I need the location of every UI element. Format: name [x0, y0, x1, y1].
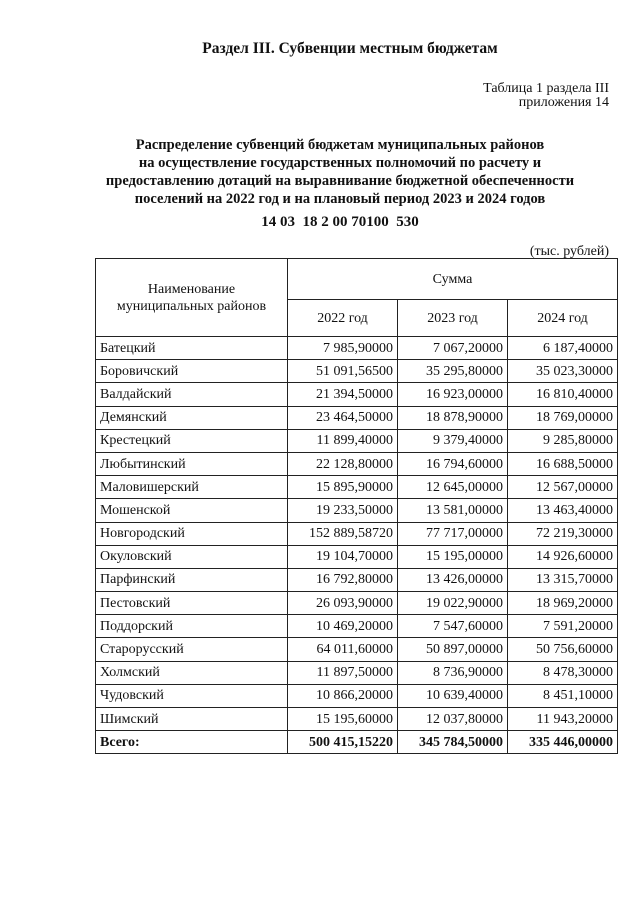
value-2022-cell: 11 897,50000: [288, 661, 398, 684]
table-row: [96, 360, 618, 383]
value-2023-cell: 13 426,00000: [398, 568, 508, 591]
table-row: [96, 499, 618, 522]
district-name-cell: Новгородский: [96, 522, 288, 545]
table-row: [96, 476, 618, 499]
value-2023-cell: 50 897,00000: [398, 638, 508, 661]
value-2024-cell: 35 023,30000: [508, 360, 618, 383]
value-2023-cell: 13 581,00000: [398, 499, 508, 522]
value-2024-cell: 72 219,30000: [508, 522, 618, 545]
value-2023-cell: 16 794,60000: [398, 452, 508, 475]
value-2023-cell: 10 639,40000: [398, 684, 508, 707]
budget-code: 14 03 18 2 00 70100 530: [261, 214, 419, 230]
value-2022-cell: 7 985,90000: [288, 337, 398, 360]
section-title: Раздел III. Субвенции местным бюджетам: [202, 40, 498, 57]
value-2024-cell: 16 688,50000: [508, 452, 618, 475]
table-row: [96, 592, 618, 615]
header-year-2024: 2024 год: [508, 300, 618, 337]
value-2023-cell: 345 784,50000: [398, 731, 508, 754]
value-2024-cell: 335 446,00000: [508, 731, 618, 754]
value-2024-cell: 13 463,40000: [508, 499, 618, 522]
header-sum: Сумма: [288, 259, 618, 300]
table-ref-line2: приложения 14: [518, 95, 609, 110]
district-name-cell: Крестецкий: [96, 429, 288, 452]
district-name-cell: Всего:: [96, 731, 288, 754]
unit-label: (тыс. рублей): [529, 244, 609, 259]
value-2022-cell: 15 195,60000: [288, 708, 398, 731]
value-2023-cell: 7 067,20000: [398, 337, 508, 360]
district-name-cell: Пестовский: [96, 592, 288, 615]
value-2023-cell: 12 037,80000: [398, 708, 508, 731]
value-2022-cell: 23 464,50000: [288, 406, 398, 429]
district-name-cell: Маловишерский: [96, 476, 288, 499]
header-year-2023: 2023 год: [398, 300, 508, 337]
district-name-cell: Батецкий: [96, 337, 288, 360]
district-name-cell: Боровичский: [96, 360, 288, 383]
table-row: [96, 661, 618, 684]
value-2024-cell: 12 567,00000: [508, 476, 618, 499]
value-2024-cell: 8 478,30000: [508, 661, 618, 684]
table-row: [96, 522, 618, 545]
district-name-cell: Мошенской: [96, 499, 288, 522]
value-2024-cell: 8 451,10000: [508, 684, 618, 707]
table-header-row: [96, 259, 618, 300]
document-title: [60, 136, 620, 208]
value-2023-cell: 9 379,40000: [398, 429, 508, 452]
value-2023-cell: 7 547,60000: [398, 615, 508, 638]
title-line-3: предоставлению дотаций на выравнивание бюджетной обеспеченности: [105, 173, 575, 189]
title-line-4: поселений на 2022 год и на плановый период 2023 и 2024 годов: [134, 191, 546, 207]
value-2024-cell: 14 926,60000: [508, 545, 618, 568]
district-name-cell: Любытинский: [96, 452, 288, 475]
value-2024-cell: 9 285,80000: [508, 429, 618, 452]
value-2024-cell: 11 943,20000: [508, 708, 618, 731]
value-2023-cell: 18 878,90000: [398, 406, 508, 429]
value-2024-cell: 7 591,20000: [508, 615, 618, 638]
district-name-cell: Поддорский: [96, 615, 288, 638]
value-2022-cell: 10 469,20000: [288, 615, 398, 638]
table-row: [96, 545, 618, 568]
title-line-2: на осуществление государственных полномочий по расчету и: [138, 155, 542, 171]
value-2024-cell: 16 810,40000: [508, 383, 618, 406]
district-name-cell: Валдайский: [96, 383, 288, 406]
table-row: [96, 568, 618, 591]
value-2022-cell: 19 104,70000: [288, 545, 398, 568]
value-2022-cell: 15 895,90000: [288, 476, 398, 499]
value-2022-cell: 21 394,50000: [288, 383, 398, 406]
value-2024-cell: 6 187,40000: [508, 337, 618, 360]
district-name-cell: Холмский: [96, 661, 288, 684]
header-name: Наименование муниципальных районов: [96, 259, 288, 337]
value-2023-cell: 19 022,90000: [398, 592, 508, 615]
value-2023-cell: 16 923,00000: [398, 383, 508, 406]
value-2024-cell: 13 315,70000: [508, 568, 618, 591]
table-reference: [483, 82, 609, 110]
value-2022-cell: 11 899,40000: [288, 429, 398, 452]
value-2023-cell: 77 717,00000: [398, 522, 508, 545]
value-2022-cell: 152 889,58720: [288, 522, 398, 545]
value-2022-cell: 500 415,15220: [288, 731, 398, 754]
table-row: [96, 708, 618, 731]
value-2023-cell: 12 645,00000: [398, 476, 508, 499]
value-2022-cell: 22 128,80000: [288, 452, 398, 475]
value-2022-cell: 26 093,90000: [288, 592, 398, 615]
value-2024-cell: 18 769,00000: [508, 406, 618, 429]
value-2022-cell: 19 233,50000: [288, 499, 398, 522]
value-2022-cell: 16 792,80000: [288, 568, 398, 591]
title-line-1: Распределение субвенций бюджетам муниципальных районов: [135, 137, 545, 153]
district-name-cell: Парфинский: [96, 568, 288, 591]
value-2023-cell: 15 195,00000: [398, 545, 508, 568]
value-2022-cell: 10 866,20000: [288, 684, 398, 707]
table-row: [96, 452, 618, 475]
subventions-table: [95, 258, 618, 754]
value-2024-cell: 50 756,60000: [508, 638, 618, 661]
total-row: [96, 731, 618, 754]
value-2022-cell: 51 091,56500: [288, 360, 398, 383]
table-ref-line1: Таблица 1 раздела III: [483, 81, 609, 96]
value-2022-cell: 64 011,60000: [288, 638, 398, 661]
district-name-cell: Демянский: [96, 406, 288, 429]
table-row: [96, 684, 618, 707]
table-row: [96, 406, 618, 429]
table-row: [96, 615, 618, 638]
table-row: [96, 429, 618, 452]
district-name-cell: Старорусский: [96, 638, 288, 661]
district-name-cell: Шимский: [96, 708, 288, 731]
district-name-cell: Окуловский: [96, 545, 288, 568]
value-2023-cell: 8 736,90000: [398, 661, 508, 684]
district-name-cell: Чудовский: [96, 684, 288, 707]
value-2024-cell: 18 969,20000: [508, 592, 618, 615]
value-2023-cell: 35 295,80000: [398, 360, 508, 383]
table-row: [96, 337, 618, 360]
header-year-2022: 2022 год: [288, 300, 398, 337]
table-row: [96, 383, 618, 406]
table-row: [96, 638, 618, 661]
